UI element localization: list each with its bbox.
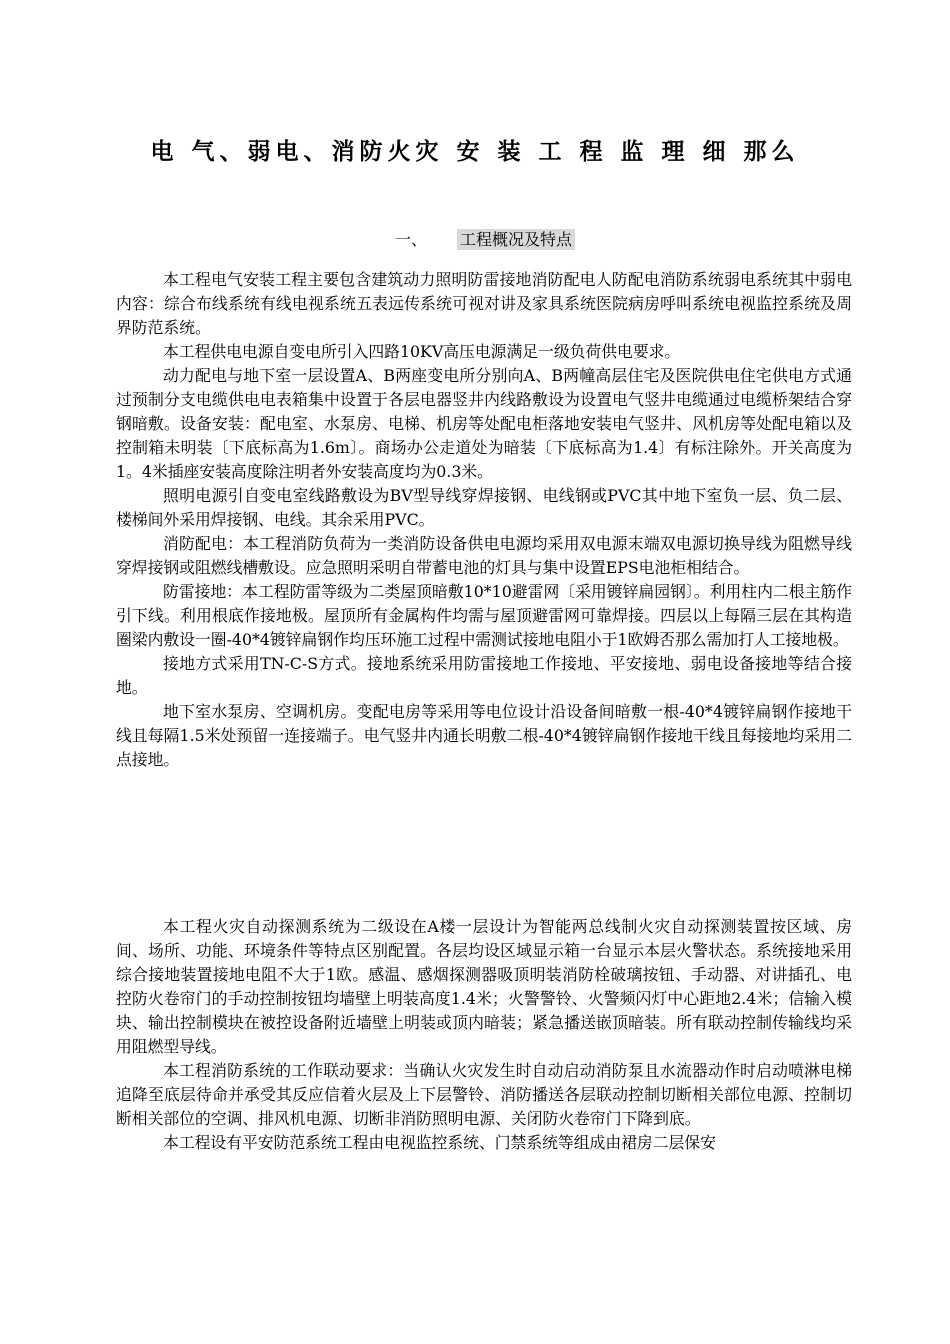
paragraph: 消防配电：本工程消防负荷为一类消防设备供电电源均采用双电源末端双电源切换导线为阻燃导线穿焊接钢或阻燃线槽敷设。应急照明采明自带蓄电池的灯具与集中设置EPS电池柜相结合。 (116, 534, 852, 577)
paragraph: 本工程设有平安防范系统工程由电视监控系统、门禁系统等组成由裙房二层保安 (163, 1133, 716, 1152)
document-title: 电 气、弱电、消防火灾 安 装 工 程 监 理 细 那么 (150, 139, 800, 165)
paragraph: 接地方式采用TN-C-S方式。接地系统采用防雷接地工作接地、平安接地、弱电设备接地等结合接地。 (116, 654, 852, 697)
paragraph: 照明电源引自变电室线路敷设为BV型导线穿焊接钢、电线钢或PVC其中地下室负一层、负二层、楼梯间外采用焊接钢、电线。其余采用PVC。 (116, 486, 852, 529)
paragraph: 本工程电气安装工程主要包含建筑动力照明防雷接地消防配电人防配电消防系统弱电系统其中弱电内容：综合布线系统有线电视系统五表远传系统可视对讲及家具系统医院病房呼叫系统电视监控系统及周界防范系统。 (116, 270, 852, 337)
section-title: 工程概况及特点 (457, 229, 575, 250)
paragraph: 地下室水泵房、空调机房。变配电房等采用等电位设计沿设备间暗敷一根-40*4镀锌扁钢作接地干线且每隔1.5米处预留一连接端子。电气竖井内通长明敷二根-40*4镀锌扁钢作接地干线且每接地均采用二点接地。 (116, 702, 852, 769)
paragraph: 本工程消防系统的工作联动要求：当确认火灾发生时自动启动消防泵且水流器动作时启动喷淋电梯追降至底层待命并承受其反应信着火层及上下层警铃、消防播送各层联动控制切断相关部位电源、控制切断相关部位的空调、排风机电源、切断非消防照明电源、关闭防火卷帘门下降到底。 (116, 1061, 852, 1128)
section-number: 一、 (395, 230, 428, 249)
section-heading (395, 227, 575, 250)
paragraph: 防雷接地：本工程防雷等级为二类屋顶暗敷10*10避雷网〔采用镀锌扁园钢〕。利用柱内二根主筋作引下线。利用根底作接地极。屋顶所有金属构件均需与屋顶避雷网可靠焊接。四层以上每隔三层在其构造圈梁内敷设一圈-40*4镀锌扁钢作均压环施工过程中需测试接地电阻小于1欧姆否那么需加打人工接地极。 (116, 582, 852, 649)
paragraph: 本工程火灾自动探测系统为二级设在A楼一层设计为智能两总线制火灾自动探测装置按区域、房间、场所、功能、环境条件等特点区别配置。各层均设区域显示箱一台显示本层火警状态。系统接地采用综合接地装置接地电阻不大于1欧。感温、感烟探测器吸顶明装消防栓破璃按钮、手动器、对讲插孔、电控防火卷帘门的手动控制按钮均墙壁上明装高度1.4米；火警警铃、火警频闪灯中心距地2.4米；信输入模块、输出控制模块在被控设备附近墙壁上明装或顶内暗装；紧急播送嵌顶暗装。所有联动控制传输线均采用阻燃型导线。 (116, 917, 852, 1056)
body-text-block-2 (116, 915, 852, 1155)
body-text-block-1 (116, 268, 852, 772)
paragraph: 动力配电与地下室一层设置A、B两座变电所分别向A、B两幢高层住宅及医院供电住宅供电方式通过预制分支电缆供电电表箱集中设置于各层电器竖井内线路敷设为设置电气竖井电缆通过电缆桥架结合穿钢暗敷。设备安装：配电室、水泵房、电梯、机房等处配电柜落地安装电气竖井、风机房等处配电箱以及控制箱未明装〔下底标高为1.6m〕。商场办公走道处为暗装〔下底标高为1.4〕有标注除外。开关高度为1。4米插座安装高度除注明者外安装高度均为0.3米。 (116, 366, 852, 481)
paragraph: 本工程供电电源自变电所引入四路10KV高压电源满足一级负荷供电要求。 (163, 342, 681, 361)
